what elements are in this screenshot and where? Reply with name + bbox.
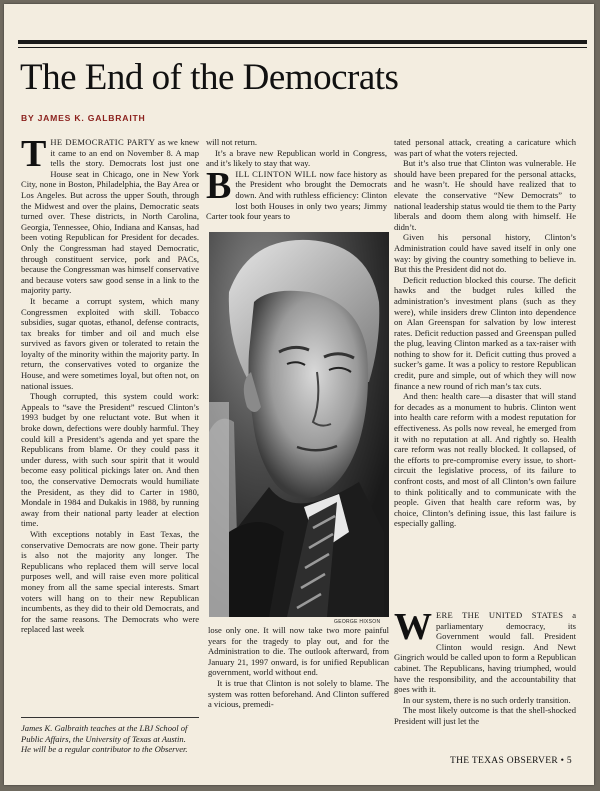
paragraph-text: a parliamentary democracy, its Government would fall. President Clinton would resign. And Newt Gingrich would be called upon to form a Republican cabinet. The Republicans, having triumphed, would have the responsibility, and the accountability that goes with it.: [394, 610, 577, 695]
paragraph: [21, 296, 199, 391]
paragraph-text: now face history as the President who brought the Democrats down. And with ruthless efficiency: Clinton lost both Houses in only two years; Jimmy Carter took four years to: [206, 168, 387, 222]
drop-cap: B: [206, 164, 232, 207]
paragraph: [394, 606, 577, 695]
paragraph: [394, 275, 576, 392]
paragraph: [394, 137, 576, 158]
paragraph-text: lose only one. It will now take two more painful years for the tragedy to play out, and for the Administration to die. The outlook afterward, from January 21, 1997 onward, is for unified Republican government, world without end.: [208, 625, 389, 678]
paragraph-text: It is true that Clinton is not solely to blame. The system was rotten beforehand. And Clinton suffered a vicious, premedi-: [208, 677, 389, 710]
byline-prefix: BY: [21, 113, 38, 123]
column-2-top: [206, 137, 387, 222]
paragraph-text: will not return.: [206, 137, 258, 147]
paragraph-text: Though corrupted, this system could work: Appeals to “save the President” rescued Clinton’s 1993 budget by one reluctant vote. But when it broke down, defections were doubly harmful. They could kill a President’s agenda and yet spare the Republicans from blame. Or they could pass it under duress, with such sour spirit that it would become easy political pickings later on. And then too, the conservative Democrats would humiliate the President, as they did to Carter in 1980, Mondale in 1984 and Dukakis in 1988, by running away from their national party leader at election time.: [21, 391, 199, 529]
paragraph: [394, 158, 576, 232]
paragraph-text: tated personal attack, creating a caricature which was part of what the voters rejected.: [394, 137, 576, 158]
magazine-page: [4, 4, 594, 785]
paragraph: [21, 391, 199, 529]
paragraph-text: With exceptions notably in East Texas, the conservative Democrats are now gone. Their party is also not the majority any longer. The Republicans who replaced them will serve local purposes well, and will raise even more political money from all the same special interests. Smart voters will hang on to their new Republican incumbents, as they did to their old Democrats, and for the same reasons. The Democrats who were replaced last week: [21, 528, 199, 635]
author-bio: James K. Galbraith teaches at the LBJ School of Public Affairs, the University of Texas at Austin. He will be a regular contributor to the Observer.: [21, 723, 188, 755]
drop-cap: T: [21, 133, 47, 175]
page-footer: THE TEXAS OBSERVER • 5: [450, 756, 572, 766]
top-thin-rule: [18, 47, 587, 48]
paragraph: [394, 695, 576, 706]
byline-author: JAMES K. GALBRAITH: [37, 113, 146, 123]
paragraph: [208, 625, 389, 678]
paragraph-text: The most likely outcome is that the shell-shocked President will just let the: [394, 705, 576, 726]
drop-cap: W: [394, 606, 432, 648]
column-1: [21, 133, 199, 635]
paragraph-text: Given his personal history, Clinton’s Administration could have saved itself in only one way: by giving the country something to believe in. But this the President did not do.: [394, 232, 576, 275]
byline: [21, 113, 146, 123]
paragraph-text: as we knew it came to an end on November 8. A map tells the story. Democrats lost just one House seat in Chicago, one in New York City, none in Boston, Philadelphia, the Bay Area or Los Angeles. But across the upper South, through the Midwest and over the plains, Democratic seats turned over. These districts, in North Carolina, Georgia, Tennessee, Ohio, Indiana and Kansas, had been voting Republican for President for decades. Only the Congressman had stayed Democratic, through constituent service, pork and PACs, because the Congressman was himself conservative and because voters saw good sense in a link to the majority party.: [21, 137, 199, 296]
lead-in-caps: ILL CLINTON WILL: [235, 168, 317, 179]
clinton-photo: [209, 232, 389, 617]
photo-credit: GEORGE HIXSON: [334, 619, 381, 625]
lead-in-caps: ERE THE UNITED STATES: [436, 610, 564, 620]
paragraph: [206, 137, 387, 148]
top-rule: [18, 40, 587, 44]
article-title: The End of the Democrats: [20, 57, 399, 98]
paragraph-text: Deficit reduction blocked this course. The deficit hawks and the budget rules killed the administration’s investment plans (such as they were), while insiders drew Clinton into dependence on Alan Greenspan for salvation by low interest rates. Deficit reduction passed and Greenspan pulled the plug, leaving Clinton marked as a tax-raiser with nothing to show for it. Deficit cutting thus proved a sucker’s game. It was a policy to restore Republican credit, pure and simple, out of which they will now finance a new round of rich man’s tax cuts.: [394, 274, 576, 391]
paragraph-text: And then: health care—a disaster that will stand for decades as a monument to hubris. Clinton went into health care reform with a modest reputation for effectiveness. As polls now reveal, he emerged from it with no reputation at all. And rightly so. Health care reform was not really blocked. It collapsed, of the efforts to pre-compromise every issue, to short-circuit the legislative process, of its failure to confront costs, and most of all Clinton’s own failure to think politically and to communicate with the people. Given that health care reform was, by choice, Clinton’s defining issue, this last failure is especially galling.: [394, 391, 576, 529]
column-3-top: [394, 137, 576, 529]
lead-in-caps: HE DEMOCRATIC PARTY: [50, 137, 156, 147]
paragraph-text: But it’s also true that Clinton was vulnerable. He should have been prepared for the personal attacks, and he wasn’t. He should have realized that to elevate the conservative “New Democrats” to national leadership status would tie them to the Party liberals and doom them along with himself. He didn’t.: [394, 158, 576, 232]
paragraph: [394, 705, 576, 726]
paragraph: [394, 232, 576, 274]
paragraph-text: In our system, there is no such orderly transition.: [403, 694, 571, 705]
paragraph: [208, 678, 389, 710]
column-3-bottom: [394, 606, 577, 727]
paragraph-text: It’s a brave new Republican world in Congress, and it’s likely to stay that way.: [206, 147, 387, 169]
paragraph: [21, 133, 199, 296]
paragraph: [21, 529, 199, 635]
paragraph: [206, 148, 387, 169]
bio-divider: [21, 717, 199, 718]
column-2-bottom: [208, 625, 389, 710]
paragraph-text: It became a corrupt system, which many Congressmen exploited with skill. Tobacco subsidies, sugar quotas, ethanol, defense contracts, tax breaks for timber and oil and much else survived as favors given or tolerated to retain the loyalty of the minority within the majority party. In return, the conservatives voted to organize the House, and were sometimes loyal, but often not, on national issues.: [21, 295, 199, 391]
paragraph: [394, 391, 576, 529]
clinton-portrait-image: [209, 232, 389, 617]
paragraph: [206, 164, 387, 222]
